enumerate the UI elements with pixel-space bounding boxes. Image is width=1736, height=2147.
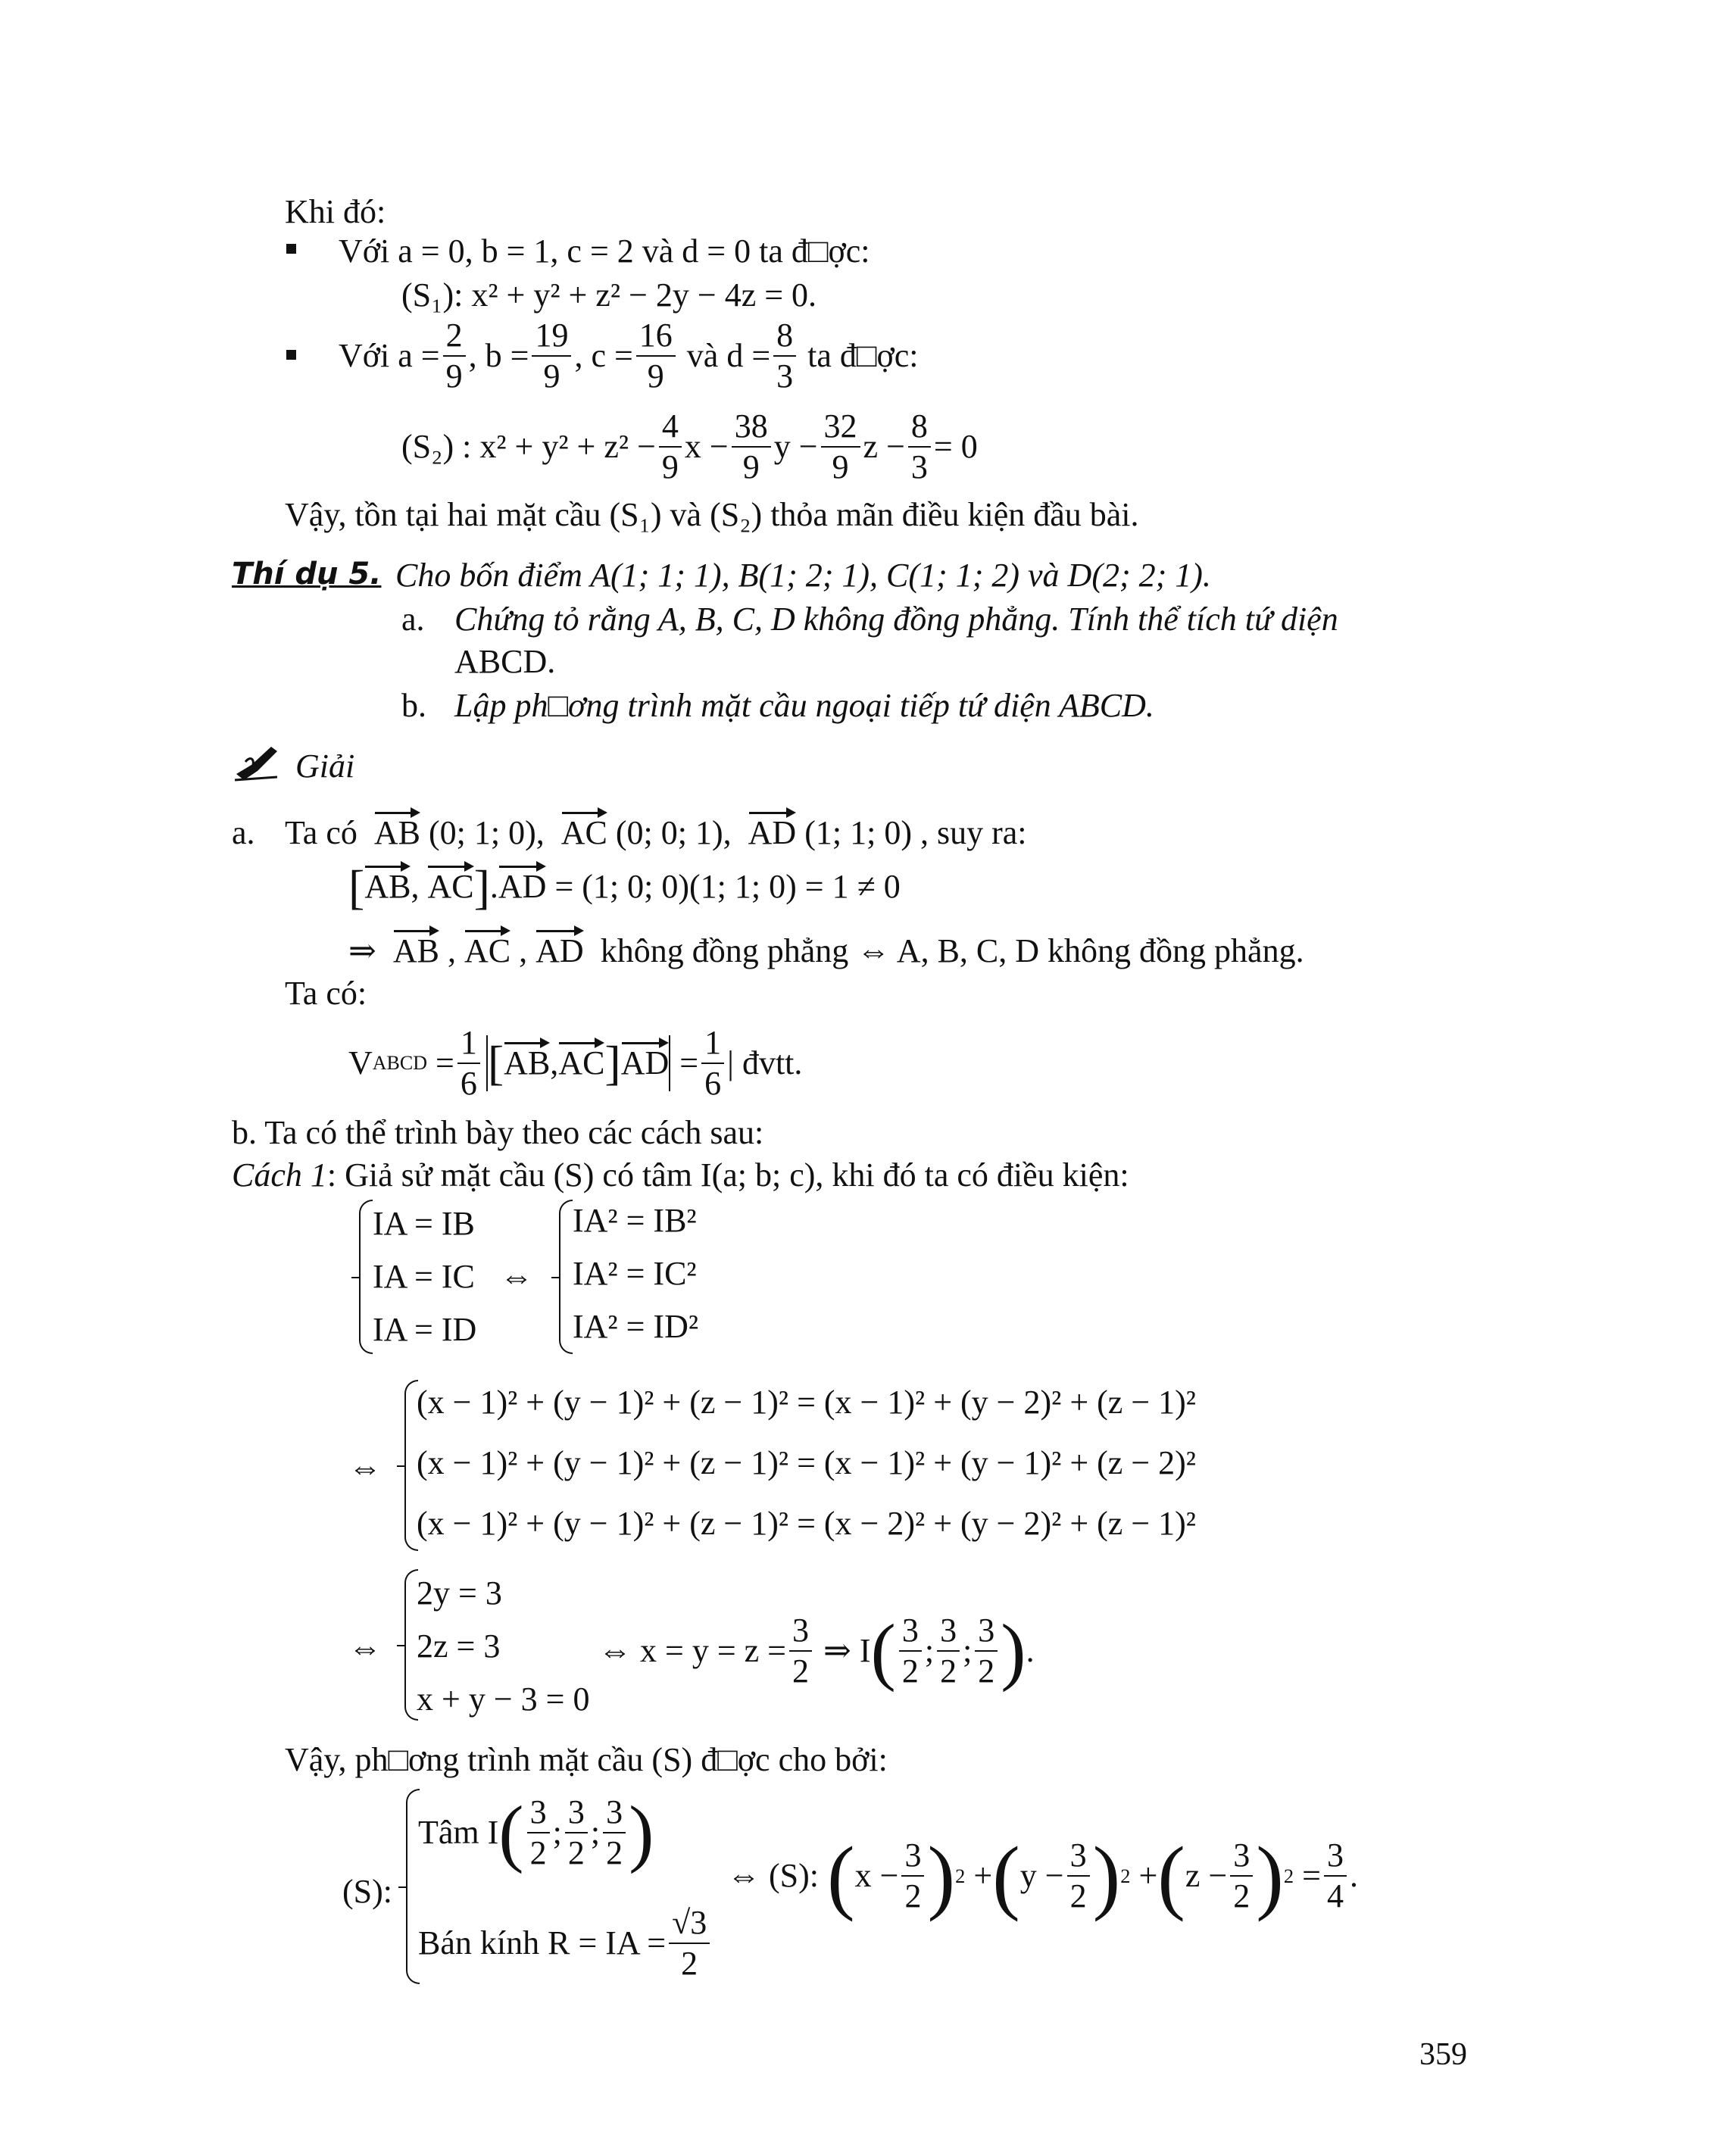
sol-a-label: a.: [232, 814, 255, 851]
part-a-label: a.: [401, 601, 425, 638]
sys4-result: ⇔ x = y = z = $\frac{3}{2}$ ⇒ I ( $\frac{3}{2}$ ; $\frac{3}{2}$ ; $\frac{3}{2}$ ) .: [598, 1609, 1035, 1693]
cach1-line: Cách 1: Giả sử mặt cầu (S) có tâm I(a; b; c), khi đó ta có điều kiện:: [232, 1156, 1129, 1194]
brace: [559, 1200, 573, 1354]
case2-a: a =: [398, 337, 440, 375]
equiv-symbol: ⇔: [500, 1258, 533, 1295]
pencil-hand-icon: [232, 742, 282, 785]
sys2-row: IA² = IB²: [573, 1202, 697, 1239]
intro-text: Khi đó:: [285, 193, 386, 230]
frac-b: $\frac{19}{9}$: [532, 318, 571, 394]
bullet: [286, 350, 296, 360]
sys4-row: 2z = 3: [417, 1627, 501, 1665]
final-equation: ⇔ (S): ( x − $\frac{3}{2}$ ) 2 + ( y − $\frac{3}{2}$ ) 2 + ( z − $\frac{3}{2}$ ) 2 = $\frac{3}{4}$ .: [727, 1830, 1358, 1922]
page-number: 359: [1419, 2037, 1467, 2072]
frac-d: $\frac{8}{3}$: [773, 318, 796, 394]
case2-label: Với: [339, 337, 390, 375]
sol-a-line2: [AB, AC].AD = (1; 0; 0)(1; 1; 0) = 1 ≠ 0: [348, 860, 901, 914]
case2-b: , b =: [468, 337, 529, 375]
sys2-row: IA² = IC²: [573, 1255, 697, 1292]
sys3-row: (x − 1)² + (y − 1)² + (z − 1)² = (x − 2)² + (y − 2)² + (z − 1)²: [417, 1505, 1196, 1542]
sys1-row: IA = ID: [373, 1311, 477, 1348]
sys2-row: IA² = ID²: [573, 1308, 699, 1345]
sol-a-line1: Ta có AB (0; 1; 0), AC (0; 0; 1), AD (1; 1; 0) , suy ra:: [285, 814, 1027, 851]
s-label: (S):: [342, 1873, 392, 1910]
sys4-row: x + y − 3 = 0: [417, 1680, 590, 1718]
case2-equation: (S₂) : x² + y² + z² − $\frac{4}{9}$ x − $\frac{38}{9}$ y − $\frac{32}{9}$ z − $\frac{8}{3}$ = 0: [401, 407, 978, 486]
case2-tail: ta đ□ợc:: [807, 337, 919, 375]
sol-a-line3: ⇒ AB , AC , AD không đồng phẳng ⇔ A, B, C, D không đồng phẳng.: [348, 932, 1304, 969]
equiv-symbol: ⇔: [348, 1629, 382, 1666]
case1-label: Với a = 0, b = 1, c = 2 và d = 0 ta đ□ợc:: [339, 232, 870, 270]
radius-line: Bán kính R = IA = $\frac{√3}{2}$: [418, 1905, 713, 1981]
sys1-row: IA = IB: [373, 1205, 475, 1242]
conclusion-2: Vậy, ph□ơng trình mặt cầu (S) đ□ợc cho bởi:: [285, 1741, 888, 1778]
bullet: [286, 244, 296, 254]
case2-c: , c =: [574, 337, 633, 375]
brace: [359, 1200, 373, 1354]
sys1-row: IA = IC: [373, 1258, 475, 1295]
example-statement: Cho bốn điểm A(1; 1; 1), B(1; 2; 1), C(1; 1; 2) và D(2; 2; 1).: [395, 557, 1211, 594]
case2-d: và d =: [686, 337, 771, 375]
example-heading: Thí dụ 5.: [232, 557, 382, 591]
sol-b-intro: b. Ta có thể trình bày theo các cách sau:: [232, 1114, 764, 1151]
sys3-row: (x − 1)² + (y − 1)² + (z − 1)² = (x − 1)² + (y − 1)² + (z − 2)²: [417, 1444, 1196, 1481]
volume-formula: V ABCD = $\frac{1}{6}$ [ AB , AC ] AD = $\frac{1}{6}$ | đvtt.: [348, 1024, 803, 1103]
part-b-text: Lập ph□ơng trình mặt cầu ngoại tiếp tứ diện ABCD.: [454, 687, 1154, 724]
frac-c: $\frac{16}{9}$: [636, 318, 676, 394]
taco-label: Ta có:: [285, 975, 367, 1012]
conclusion-1: Vậy, tồn tại hai mặt cầu (S₁) và (S₂) thỏa mãn điều kiện đầu bài.: [285, 496, 1139, 533]
part-a-text: Chứng tỏ rằng A, B, C, D không đồng phẳng. Tính thể tích tứ diện: [454, 601, 1338, 638]
frac-a: $\frac{2}{9}$: [443, 318, 466, 394]
center-line: Tâm I ( $\frac{3}{2}$ ; $\frac{3}{2}$ ; $\frac{3}{2}$ ): [418, 1790, 654, 1875]
case2-line: [339, 318, 919, 394]
sys3-row: (x − 1)² + (y − 1)² + (z − 1)² = (x − 1)² + (y − 2)² + (z − 1)²: [417, 1384, 1196, 1421]
part-b-label: b.: [401, 687, 426, 724]
equiv-symbol: ⇔: [348, 1449, 382, 1486]
sys4-row: 2y = 3: [417, 1574, 502, 1612]
case1-equation: (S₁): x² + y² + z² − 2y − 4z = 0.: [401, 276, 817, 314]
solution-label: Giải: [295, 747, 355, 785]
part-a-cont: ABCD.: [454, 643, 556, 680]
